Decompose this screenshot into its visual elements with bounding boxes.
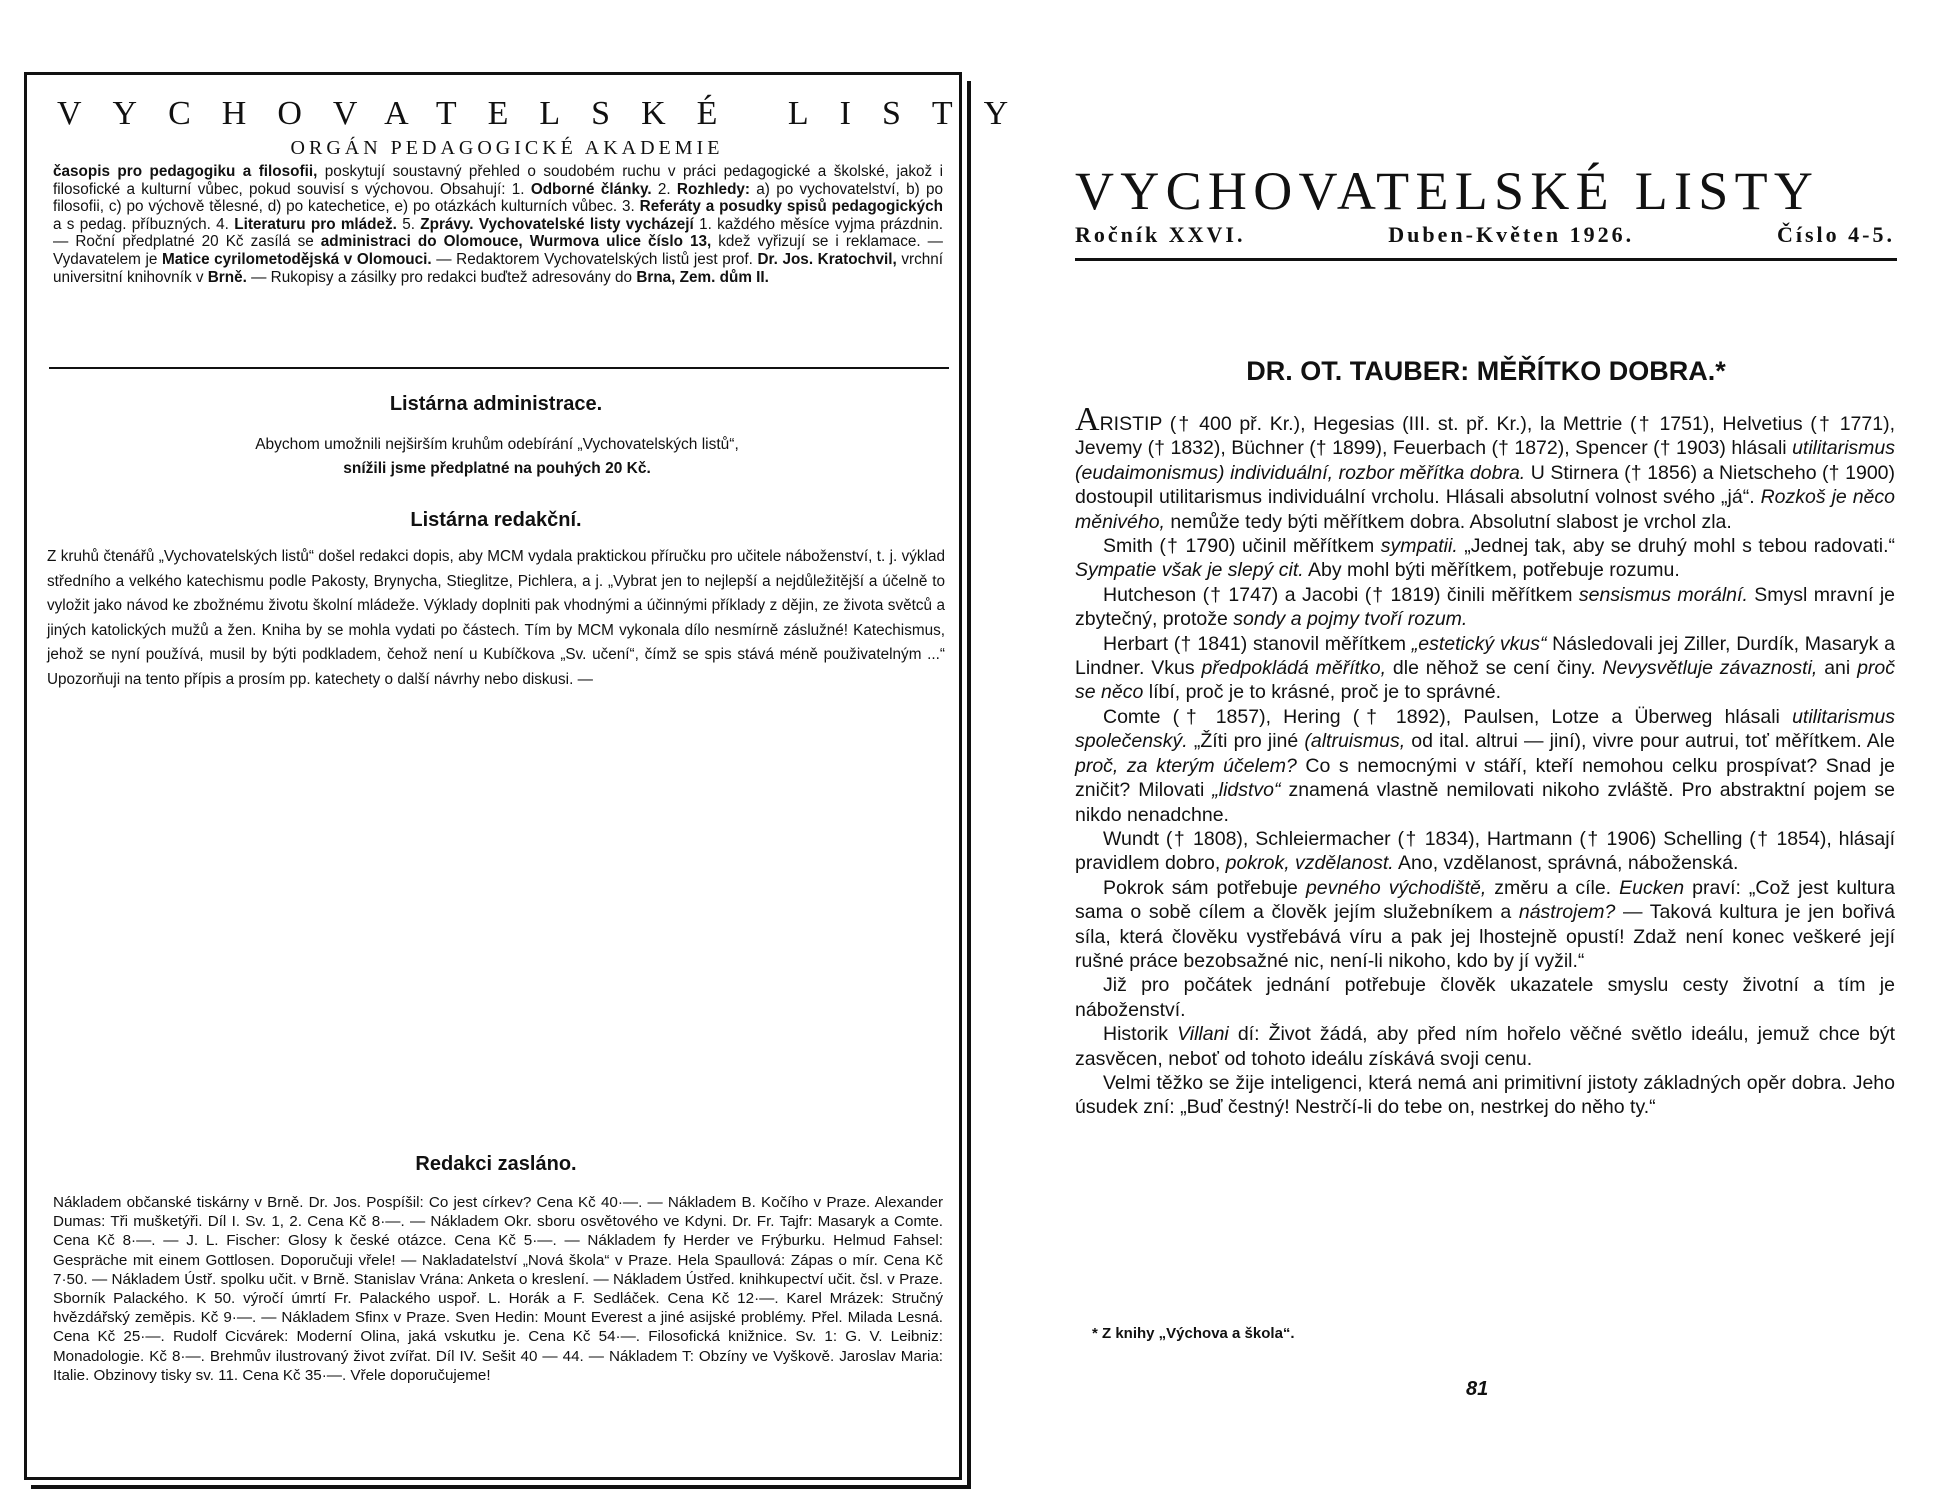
text-italic: „estetický vkus“ (1411, 632, 1547, 655)
paragraph (1075, 583, 1895, 632)
text: Hutcheson († 1747) a Jacobi († 1819) činili měřítkem (1103, 583, 1579, 606)
text: Následovali jej Ziller, Durdík, Masaryk a Lindner. Vkus (1075, 632, 1895, 680)
text-italic: proč se něco (1075, 657, 1896, 704)
desc-part: Zprávy. (420, 215, 474, 233)
desc-part: kdež vyřizují se i reklamace. — Vydavatelem je (53, 233, 943, 268)
text: ani (1817, 657, 1858, 680)
paragraph (1075, 1022, 1895, 1071)
volume-label: Ročník XXVI. (1075, 222, 1246, 247)
administrace-notice (67, 433, 927, 481)
text: „Žíti pro jiné (1187, 730, 1305, 753)
text: U Stirnera († 1856) a Nietscheho († 1900) dostoupil utilitarismus individuální vrcholu. Hlásali absolutní volnost svého „já“. (1075, 461, 1896, 509)
paragraph (1075, 876, 1895, 974)
text: dle něhož se cení činy. (1386, 657, 1603, 680)
desc-part: a) po vychovatelství, b) po filosofii, c) po výchově tělesné, d) po katechetice, e) po otázkách kulturních vůbec. 3. (53, 180, 943, 216)
paragraph: Již pro počátek jednání potřebuje člověk ukazatele smyslu cesty životní a tím je náboženství. (1075, 974, 1895, 1021)
text: Co s nemocnými v stáří, kteří nemohou celku prospívat? Snad je zničit? Milovati (1075, 754, 1895, 802)
article-body (1075, 401, 1896, 1120)
left-page-cover (24, 72, 1040, 1480)
text: Historik (1103, 1023, 1178, 1046)
text-italic: (altruismus, (1304, 730, 1406, 753)
text: Aby mohl býti měřítkem, potřebuje rozumu. (1303, 559, 1680, 582)
text-italic: sympatii. (1380, 535, 1458, 558)
text-italic: předpokládá měřítko, (1201, 657, 1387, 680)
divider (1075, 258, 1897, 261)
text: změru a cíle. (1486, 876, 1620, 899)
desc-part: a s pedag. příbuzných. 4. (53, 215, 235, 233)
footnote: * Z knihy „Výchova a škola“. (1092, 1325, 1295, 1342)
article-title: DR. OT. TAUBER: MĚŘÍTKO DOBRA.* (1246, 356, 1726, 386)
zaslano-list: Nákladem občanské tiskárny v Brně. Dr. Jos. Pospíšil: Co jest církev? Cena Kč 40·—. — Nákladem B. Kočího v Praze. Alexander Dumas: Tři mušketýři. Díl I. Sv. 1, 2. Cena Kč 8·—. — Nákladem Okr. sboru osvětového ve Kdyni. Dr. Fr. Tajfr: Masaryk a Comte. Cena Kč 8·—. — J. L. Fischer: Glosy k české otázce. Cena Kč 5·—. — Nákladem fy Herder ve Frýburku. Helmud Fahsel: Gespräche mit einem Gottlosen. Doporučuji vřele! — Nakladatelství „Nová škola“ v Praze. Hela Spaullová: Zápas o mír. Cena Kč 7·50. — Nákladem Ústř. spolku učit. v Brně. Stanislav Vrána: Anketa o kreslení. — Nákladem Ústřed. knihkupectví učit. čsl. v Praze. Sborník Palackého. K 50. výročí úmrtí Fr. Palackého uspoř. L. Horák a F. Sedláček. Cena Kč 12·—. Karel Mrázek: Stručný hvězdářský zeměpis. Kč 9·—. — Nákladem Sfinx v Praze. Sven Hedin: Mount Everest a jiné asijské problémy. Přel. Milada Lesná. Cena Kč 25·—. Rudolf Cicvárek: Moderní Olina, jaká vskutku je. Cena Kč 54·—. Filosofická knižnice. Sv. 1: G. V. Leibniz: Monadologie. Kč 8·—. Brehmův ilustrovaný život zvířat. Díl IV. Sešit 40 — 44. — Nákladem T: Obzíny ve Vyškově. Jaroslav Maria: Italie. Obzinovy tisky sv. 11. Cena Kč 35·—. Vřele doporučujeme! (53, 1194, 943, 1384)
date-label: Duben-Květen 1926. (1388, 222, 1635, 247)
text: „Jednej tak, aby se druhý mohl s tebou radovati.“ (1457, 535, 1896, 558)
text: Smith († 1790) učinil měřítkem (1103, 535, 1381, 558)
text: Ano, vzdělanost, správná, náboženská. (1393, 852, 1739, 875)
paragraph (1075, 632, 1895, 705)
text: líbí, proč je to krásné, proč je to správné. (1143, 681, 1501, 704)
text: RISTIP († 400 př. Kr.), Hegesias (III. st. př. Kr.), la Mettrie († 1751), Helvetius († 1771), Jevemy († 1832), Büchner († 1899), Feuerbach († 1872), Spencer († 1903) hlásali (1075, 413, 1895, 460)
text: dí: Život žádá, aby před ním hořelo věčné světlo ideálu, jemuž chce být zasvěcen, neboť od tohoto ideálu získává svoji cenu. (1075, 1023, 1896, 1070)
text-italic: utilitarismus společenský. (1075, 705, 1895, 753)
text-italic: sensismus morální. (1578, 583, 1748, 606)
desc-part: Rozhledy: (676, 180, 751, 198)
text-italic: utilitarismus (eudaimonismus) individuální, rozbor měřítka dobra. (1075, 437, 1895, 484)
redakce-letter: Z kruhů čtenářů „Vychovatelských listů“ došel redakci dopis, aby MCM vydala praktickou příručku pro učitele náboženství, t. j. výklad středního a velkého katechismu podle Pakosty, Brynycha, Stieglitze, Pichlera, a j. „Vybrat jen to nejlepší a nejdůležitější a účelně to vyložit jako návod ke zbožnému životu školní mládeže. Výklady doplniti pak vhodnými a účinnými příklady z dějin, ze života světců a jiných katolických mužů a žen. Kniha by se mohla vydati po částech. Tím by MCM vykonala dílo nesmírně záslužné! Katechismus, jehož se nyní používá, musil by býti podkladem, čehož není u Kubíčkova „Sv. učení“, čímž se spis stává méně použivatelným ...“ Upozorňuji na tento přípis a prosím pp. katechety o další návrhy nebo diskusi. — (47, 548, 945, 688)
text-italic: Eucken (1619, 876, 1685, 899)
administrace-heading: Listárna administrace. (389, 393, 603, 415)
masthead-title: VYCHOVATELSKÉ LISTY (57, 95, 1040, 132)
masthead-subtitle: ORGÁN PEDAGOGICKÉ AKADEMIE (290, 137, 724, 159)
cover-description (53, 163, 943, 286)
desc-part: poskytují soustavný přehled o soudobém ruchu v práci pedagogické a školské, jakož i filosofické a kulturní vůbec, pokud souvisí s výchovou. Obsahují: 1. (53, 163, 943, 198)
desc-part: Matice cyrilometodějská v Olomouci. (161, 250, 432, 268)
desc-part: časopis pro pedagogiku a filosofii, (53, 163, 318, 180)
text: od ital. altrui — jiní), vivre pour autrui, toť měřítkem. Ale (1405, 730, 1895, 753)
text-italic: proč, za kterým účelem? (1075, 754, 1297, 777)
journal-title: VYCHOVATELSKÉ LISTY (1075, 161, 1820, 221)
text-italic: nástrojem? (1518, 901, 1616, 924)
text-italic: Rozkoš je něco měnivého, (1075, 486, 1895, 533)
paragraph (1075, 827, 1895, 876)
desc-part: Referáty a posudky spisů pedagogických (639, 198, 943, 216)
desc-part: — Redaktorem Vychovatelských listů jest prof. (431, 250, 758, 268)
desc-part: Odborné články. (530, 180, 652, 198)
desc-part: Literaturu pro mládež. (234, 215, 397, 233)
text-italic: pokrok, vzdělanost. (1225, 852, 1394, 875)
redakce-heading: Listárna redakční. (410, 509, 582, 531)
text: Comte († 1857), Hering († 1892), Paulsen, Lotze a Überweg hlásali (1103, 705, 1793, 728)
text-italic: Sympatie však je slepý cit. (1075, 559, 1304, 582)
desc-part: 2. (651, 180, 677, 198)
desc-part: Vychovatelské listy vycházejí (473, 215, 694, 233)
desc-part: Brně. (207, 268, 247, 286)
text: praví: „Což jest kultura sama o sobě cílem a člověk jejím služebníkem a (1075, 876, 1895, 924)
zaslano-heading: Redakci zasláno. (415, 1153, 577, 1175)
drop-cap: A (1075, 401, 1100, 438)
administrace-line-bold: snížili jsme předplatné na pouhých 20 Kč. (343, 460, 651, 477)
desc-part: 1. každého měsíce vyjma prázdnin. — Roční předplatné 20 Kč zasílá se (53, 215, 943, 251)
text-italic: Villani (1177, 1023, 1229, 1046)
paragraph: Velmi těžko se žije inteligenci, která nemá ani primitivní jistoty základných opěr dobra. Jeho úsudek zní: „Buď čestný! Nestrčí-li do tebe on, nestrkej do něho ty.“ (1075, 1071, 1895, 1119)
page-number: 81 (1466, 1378, 1489, 1400)
text: Pokrok sám potřebuje (1103, 876, 1306, 899)
text-italic: pevného východiště, (1305, 876, 1487, 899)
issue-meta (1075, 222, 1895, 248)
divider (49, 367, 949, 369)
text-italic: „lidstvo“ (1212, 779, 1281, 802)
text: znamená vlastně nemilovati nikoho zvláště. Pro abstraktní pojem se nikdo nenadchne. (1075, 779, 1895, 826)
desc-part: vrchní universitní knihovník v (53, 250, 943, 286)
desc-part: — Rukopisy a zásilky pro redakci buďtež adresovány do (246, 268, 637, 286)
desc-part: Dr. Jos. Kratochvil, (757, 250, 897, 268)
text: Herbart († 1841) stanovil měřítkem (1103, 632, 1412, 655)
paragraph (1075, 401, 1896, 534)
desc-part: Brna, Zem. dům II. (636, 268, 769, 286)
administrace-line: Abychom umožnili nejširším kruhům odebírání „Vychovatelských listů“, (255, 436, 739, 453)
desc-part: 5. (396, 215, 421, 233)
text-italic: Nevysvětluje závaznosti, (1602, 657, 1818, 680)
text-italic: sondy a pojmy tvoří rozum. (1233, 608, 1468, 631)
text: Smysl mravní je zbytečný, protože (1075, 583, 1896, 631)
desc-part: administraci do Olomouce, Wurmova ulice číslo 13, (320, 233, 712, 251)
text: Wundt († 1808), Schleiermacher († 1834), Hartmann († 1906) Schelling († 1854), hlásají pravidlem dobro, (1075, 827, 1895, 875)
issue-label: Číslo 4-5. (1776, 222, 1895, 247)
paragraph (1075, 705, 1895, 827)
text: — Taková kultura je jen bořivá síla, která člověku vystřebává víru a pak jej lhostejně opustí! Zdaž není konec veškeré její rušné práce bezobsažné nic, není-li nikoho, kdo by jí vyžil.“ (1075, 901, 1895, 972)
text: nemůže tedy býti měřítkem dobra. Absolutní slabost je vrchol zla. (1164, 510, 1732, 533)
paragraph (1075, 534, 1895, 583)
